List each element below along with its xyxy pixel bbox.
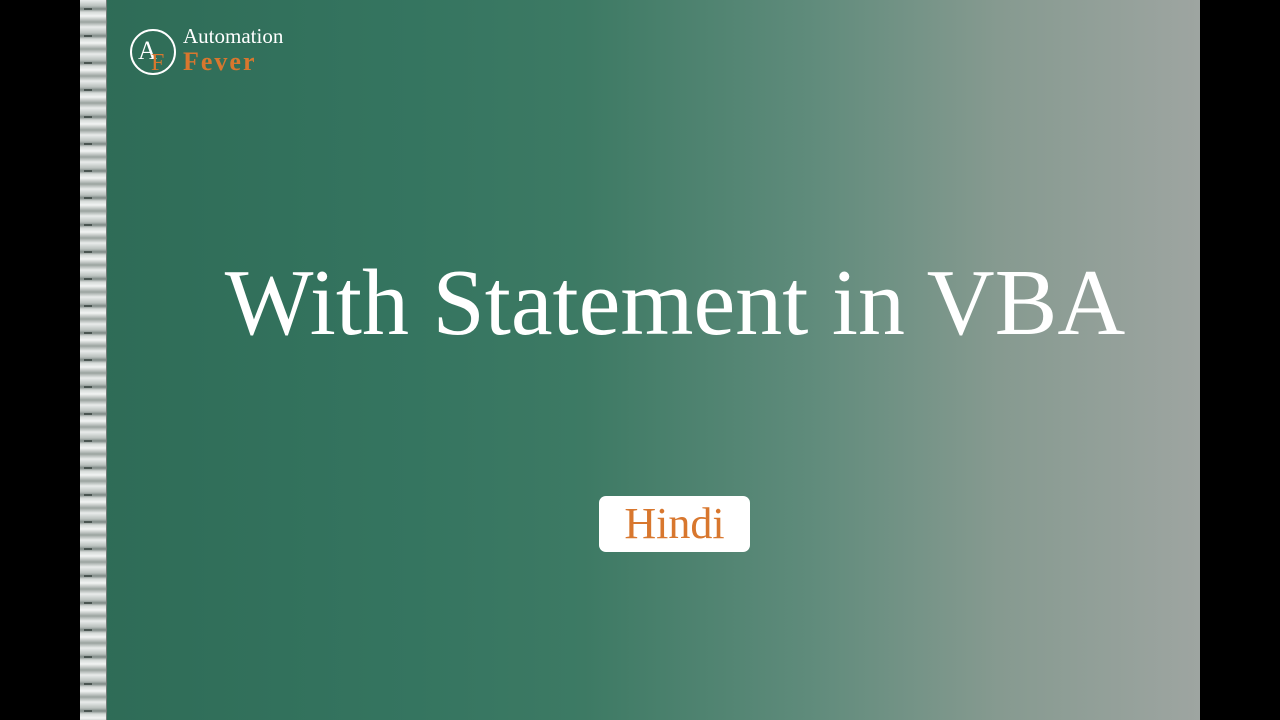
logo-monogram-f: F	[151, 50, 165, 76]
spiral-binding	[80, 0, 107, 720]
logo-text-fever: Fever	[183, 47, 257, 76]
slide	[80, 0, 1200, 720]
slide-title: With Statement in VBA	[224, 251, 1126, 355]
logo-text-automation: Automation	[183, 24, 284, 48]
automation-fever-logo	[129, 24, 299, 80]
language-badge: Hindi	[599, 496, 750, 552]
logo-monogram-a: A	[138, 36, 157, 65]
af-monogram-icon	[129, 28, 177, 76]
